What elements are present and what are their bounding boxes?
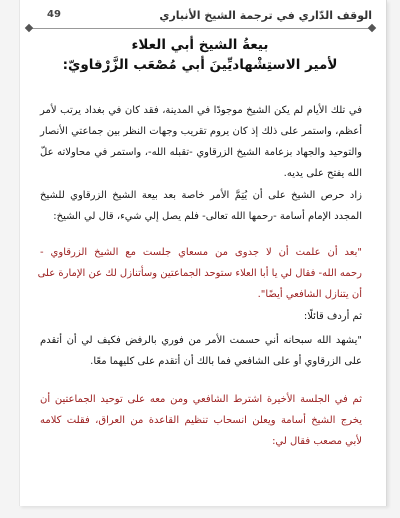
text-line: ثم في الجلسة الأخيرة اشترط الشافعي ومن معه على توحيد الجماعتين أن: [40, 394, 362, 405]
text-line: على الزرقاوي أو على الشافعي فما بالك أن أتقدم على كليهما معًا.: [90, 356, 362, 367]
section-title-line-2: لأمير الاستِشْهاديِّينَ أبي مُصْعَب الزَّرْقاويّ:: [62, 57, 338, 73]
quote-paragraph-3: [40, 389, 362, 452]
paragraph-2: [40, 185, 362, 227]
quote-paragraph-1: [37, 242, 362, 305]
section-title-line-1: بيعةُ الشيخ أبي العلاء: [131, 37, 269, 53]
page-header: [29, 6, 372, 28]
text-line: الله يفتح على يديه.: [283, 168, 362, 179]
page-number: 49: [47, 9, 61, 20]
text-line: في تلك الأيام لم يكن الشيخ موجودًا في المدينة، فقد كان في بغداد يرتب لأمر: [40, 105, 362, 116]
paragraph-1: [40, 100, 362, 184]
text-line: رحمه الله- فقال لي يا أبا العلاء ستوحد الجماعتين وسأتنازل لك عن الإمارة على: [37, 268, 362, 279]
text-line: المجدد الإمام أسامة -رحمها الله تعالى- فلم يصل إلي شيء، قال لي الشيخ:: [53, 211, 362, 222]
text-line: لأبي مصعب فقال لي:: [272, 436, 362, 447]
text-line: يخرج الشيخ أسامة ويعلن انسحاب تنظيم القاعدة من العراق، فقلت كلامه: [40, 415, 362, 426]
text-line: والتوحيد والجهاد بزعامة الشيخ الزرقاوي -تقبله الله-، واستمر في محاولاته علّ: [40, 147, 362, 158]
text-line: ثم أردف قائلًا:: [303, 311, 362, 322]
running-title: الوقف الدّاري في ترجمة الشيخ الأنباري: [159, 9, 372, 22]
text-line: أن يتنازل الشافعي أيضًا".: [257, 289, 362, 300]
text-line: أعظم، واستمر على ذلك إذ كان يروم تقريب وجهات النظر بين جماعتي الأنصار: [40, 126, 362, 137]
text-line: زاد حرص الشيخ على أن يُتِمَّ الأمر خاصة بعد بيعة الشيخ الزرقاوي للشيخ: [40, 190, 362, 201]
text-line: "يشهد الله سبحانه أني حسمت الأمر من فوري بالرفض فكيف لي أن أتقدم: [40, 335, 362, 346]
quote-paragraph-2: [40, 330, 362, 372]
text-line: "بعد أن علمت أن لا جدوى من مسعاي جلست مع الشيخ الزرقاوي -: [40, 247, 362, 258]
header-rule: [29, 28, 372, 29]
paragraph-3: [40, 306, 362, 327]
